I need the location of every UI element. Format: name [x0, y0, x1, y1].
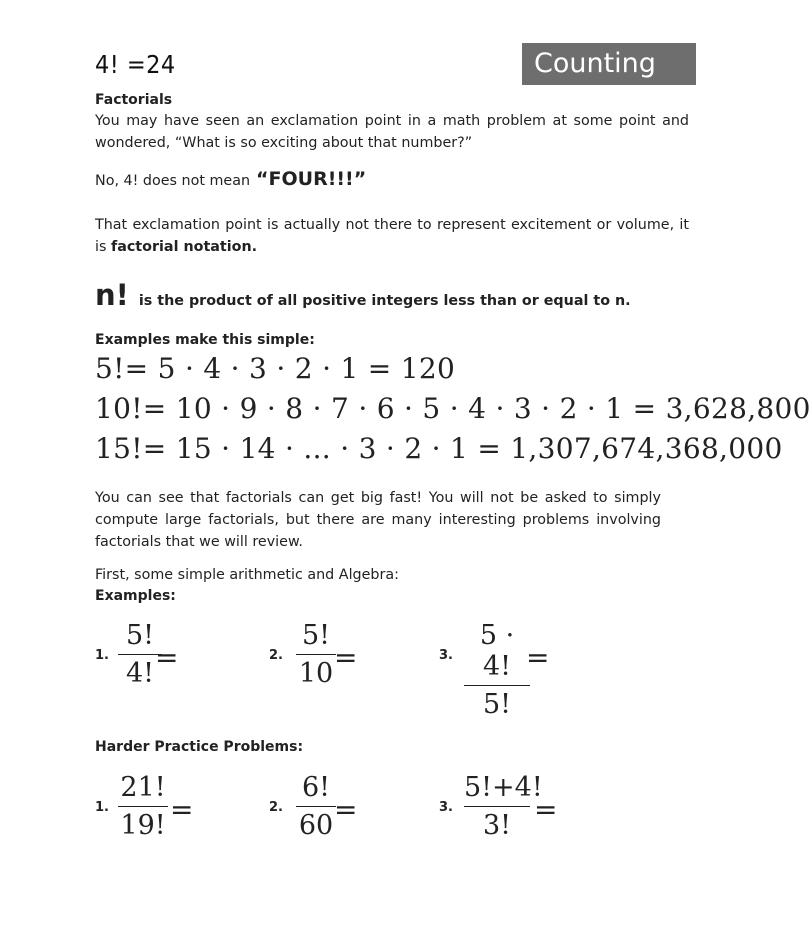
fraction-bar	[464, 685, 530, 686]
fraction-bar	[296, 806, 336, 807]
problem-label: 3.	[439, 648, 453, 663]
fraction	[296, 620, 336, 689]
denominator: 60	[298, 810, 334, 841]
not-four-text: No, 4! does not mean	[95, 173, 251, 189]
numerator: 5!+4!	[464, 772, 543, 803]
fraction-bar	[464, 806, 530, 807]
practice-heading: Harder Practice Problems:	[95, 739, 304, 755]
notation-bold: factorial notation.	[110, 239, 258, 255]
denominator: 19!	[120, 810, 166, 841]
factorials-heading: Factorials	[95, 92, 173, 108]
definition-text: is the product of all positive integers less than or equal to n.	[138, 293, 631, 309]
fraction-bar	[118, 806, 168, 807]
intro-paragraph: You may have seen an exclamation point in a math problem at some point and wondered, “What is so exciting about that number?”	[95, 113, 689, 151]
equals-sign: =	[170, 793, 194, 826]
numerator: 6!	[301, 772, 331, 803]
notation-paragraph	[95, 214, 689, 258]
commentary-paragraph: You can see that factorials can get big fast! You will not be asked to simply compute large factorials, but there are many interesting problems involving factorials that we will review.	[95, 490, 661, 550]
definition-line	[95, 278, 631, 312]
n-factorial-symbol: n!	[95, 278, 129, 312]
not-four-line	[95, 168, 689, 192]
algebra-heading: Examples:	[95, 588, 176, 604]
problem-label: 3.	[439, 800, 453, 815]
equals-sign: =	[526, 641, 550, 674]
notation-text: That exclamation point is actually not there to represent excitement or volume, it is	[95, 217, 689, 255]
numerator: 5!	[125, 620, 155, 651]
problem-label: 2.	[269, 800, 283, 815]
numerator: 21!	[120, 772, 166, 803]
equals-sign: =	[334, 641, 358, 674]
problem-label: 1.	[95, 648, 109, 663]
denominator: 3!	[482, 810, 512, 841]
fraction	[464, 772, 543, 841]
fraction-bar	[296, 654, 336, 655]
numerator: 5 · 4!	[479, 620, 515, 682]
fraction	[296, 772, 336, 841]
denominator: 5!	[482, 689, 512, 720]
section-badge: Counting	[522, 43, 696, 85]
equation-15-factorial: 15!= 15 · 14 · ... · 3 · 2 · 1 = 1,307,674,368,000	[95, 432, 783, 465]
equation-10-factorial: 10!= 10 · 9 · 8 · 7 · 6 · 5 · 4 · 3 · 2 · 1 = 3,628,800	[95, 392, 811, 425]
equals-sign: =	[534, 793, 558, 826]
denominator: 4!	[125, 658, 155, 689]
denominator: 10	[298, 658, 334, 689]
fraction	[464, 620, 530, 720]
equals-sign: =	[334, 793, 358, 826]
problem-label: 2.	[269, 648, 283, 663]
fraction	[118, 772, 168, 841]
equals-sign: =	[155, 641, 179, 674]
examples-heading: Examples make this simple:	[95, 332, 315, 348]
problem-label: 1.	[95, 800, 109, 815]
algebra-intro: First, some simple arithmetic and Algebra:	[95, 567, 399, 583]
page-title: 4! =24	[95, 50, 176, 79]
four-exclaim: “FOUR!!!”	[256, 168, 367, 190]
numerator: 5!	[301, 620, 331, 651]
equation-5-factorial: 5!= 5 · 4 · 3 · 2 · 1 = 120	[95, 352, 456, 385]
